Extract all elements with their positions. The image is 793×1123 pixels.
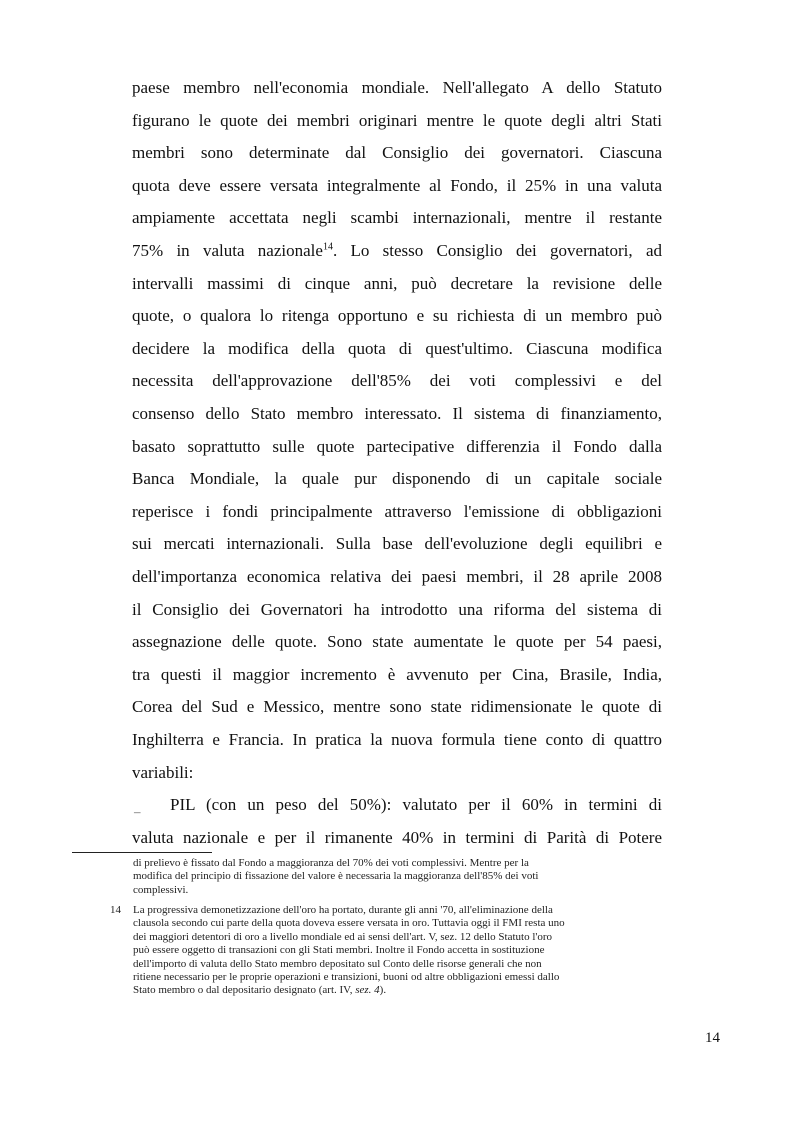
body-line: intervalli massimi di cinque anni, può decretare la revisione delle [132,273,662,293]
body-line: quota deve essere versata integralmente al Fondo, il 25% in una valuta [132,175,662,195]
footnote-line: dei maggiori detentori di oro a livello mondiale ed ai sensi dell'art. V, sez. 12 dello Statuto l'oro [133,930,553,943]
footnote-14 [133,904,663,998]
body-line: Banca Mondiale, la quale pur disponendo di un capitale sociale [132,469,662,489]
footnote-line: clausola secondo cui parte della quota doveva essere versata in oro. Tuttavia oggi il FMI resta uno [133,917,565,930]
body-text-fragment: . Lo stesso Consiglio dei governatori, ad [332,241,662,260]
bullet-marker: – [134,804,141,819]
body-line: tra questi il maggior incremento è avvenuto per Cina, Brasile, India, [132,664,662,684]
footnote-line: dell'importo di valuta dello Stato membro depositato sul Conto delle risorse generali che non [133,957,542,970]
body-line: reperisce i fondi principalmente attraverso l'emissione di obbligazioni [132,501,662,521]
body-line: quote, o qualora lo ritenga opportuno e su richiesta di un membro può [132,306,662,326]
body-line: dell'importanza economica relativa dei paesi membri, il 28 aprile 2008 [132,567,662,586]
footnote-continuation [133,857,663,897]
footnote-line [133,984,663,997]
footnote-text-fragment: Stato membro o dal depositario designato (art. IV, [133,984,356,997]
body-line-with-footnote-ref [132,235,662,267]
body-line: consenso dello Stato membro interessato. Il sistema di finanziamento, [132,404,662,423]
body-line: membri sono determinate dal Consiglio dei governatori. Ciascuna [132,143,662,163]
body-line: sui mercati internazionali. Sulla base dell'evoluzione degli equilibri e [132,534,662,554]
footnote-line: può essere oggetto di transazioni con gli Stati membri. Inoltre il Fondo accetta in sostituzione [133,944,545,957]
body-line: ampiamente accettata negli scambi internazionali, mentre il restante [132,208,662,228]
footnote-line: modifica del principio di fissazione del valore è necessaria la maggioranza dell'85% dei voti [133,870,539,883]
footnote-line: di prelievo è fissato dal Fondo a maggioranza del 70% dei voti complessivi. Mentre per la [133,857,529,869]
footnote-separator [72,852,212,853]
body-line: assegnazione delle quote. Sono state aumentate le quote per 54 paesi, [132,632,662,652]
footnote-line: ritiene necessario per le proprie operazioni e transizioni, buoni od altre obbligazioni emessi dallo [133,970,560,983]
footnote-line: La progressiva demonetizzazione dell'oro ha portato, durante gli anni '70, all'eliminazione della [133,904,553,916]
body-line: variabili: [132,762,194,782]
body-line: necessita dell'approvazione dell'85% dei voti complessivi e del [132,371,662,391]
bullet-item-line: PIL (con un peso del 50%): valutato per il 60% in termini di [170,795,662,815]
footnote-number: 14 [110,904,121,916]
body-line: Inghilterra e Francia. In pratica la nuova formula tiene conto di quattro [132,730,662,749]
footnote-italic-fragment: sez. 4 [355,984,380,997]
body-line: il Consiglio dei Governatori ha introdotto una riforma del sistema di [132,599,662,619]
body-text-fragment: 75% in valuta nazionale [132,241,323,260]
body-line: basato soprattutto sulle quote partecipative differenzia il Fondo dalla [132,436,662,456]
body-line: figurano le quote dei membri originari mentre le quote degli altri Stati [132,110,662,130]
body-line: paese membro nell'economia mondiale. Nell'allegato A dello Statuto [132,78,662,97]
footnote-line: complessivi. [133,883,189,896]
page-number: 14 [705,1030,720,1046]
body-line: decidere la modifica della quota di quest'ultimo. Ciascuna modifica [132,338,662,358]
footnote-text-fragment: ). [379,984,387,997]
bullet-item-line: valuta nazionale e per il rimanente 40% in termini di Parità di Potere [132,827,662,847]
footnote-reference[interactable]: 14 [322,241,333,253]
body-line: Corea del Sud e Messico, mentre sono state ridimensionate le quote di [132,697,662,717]
